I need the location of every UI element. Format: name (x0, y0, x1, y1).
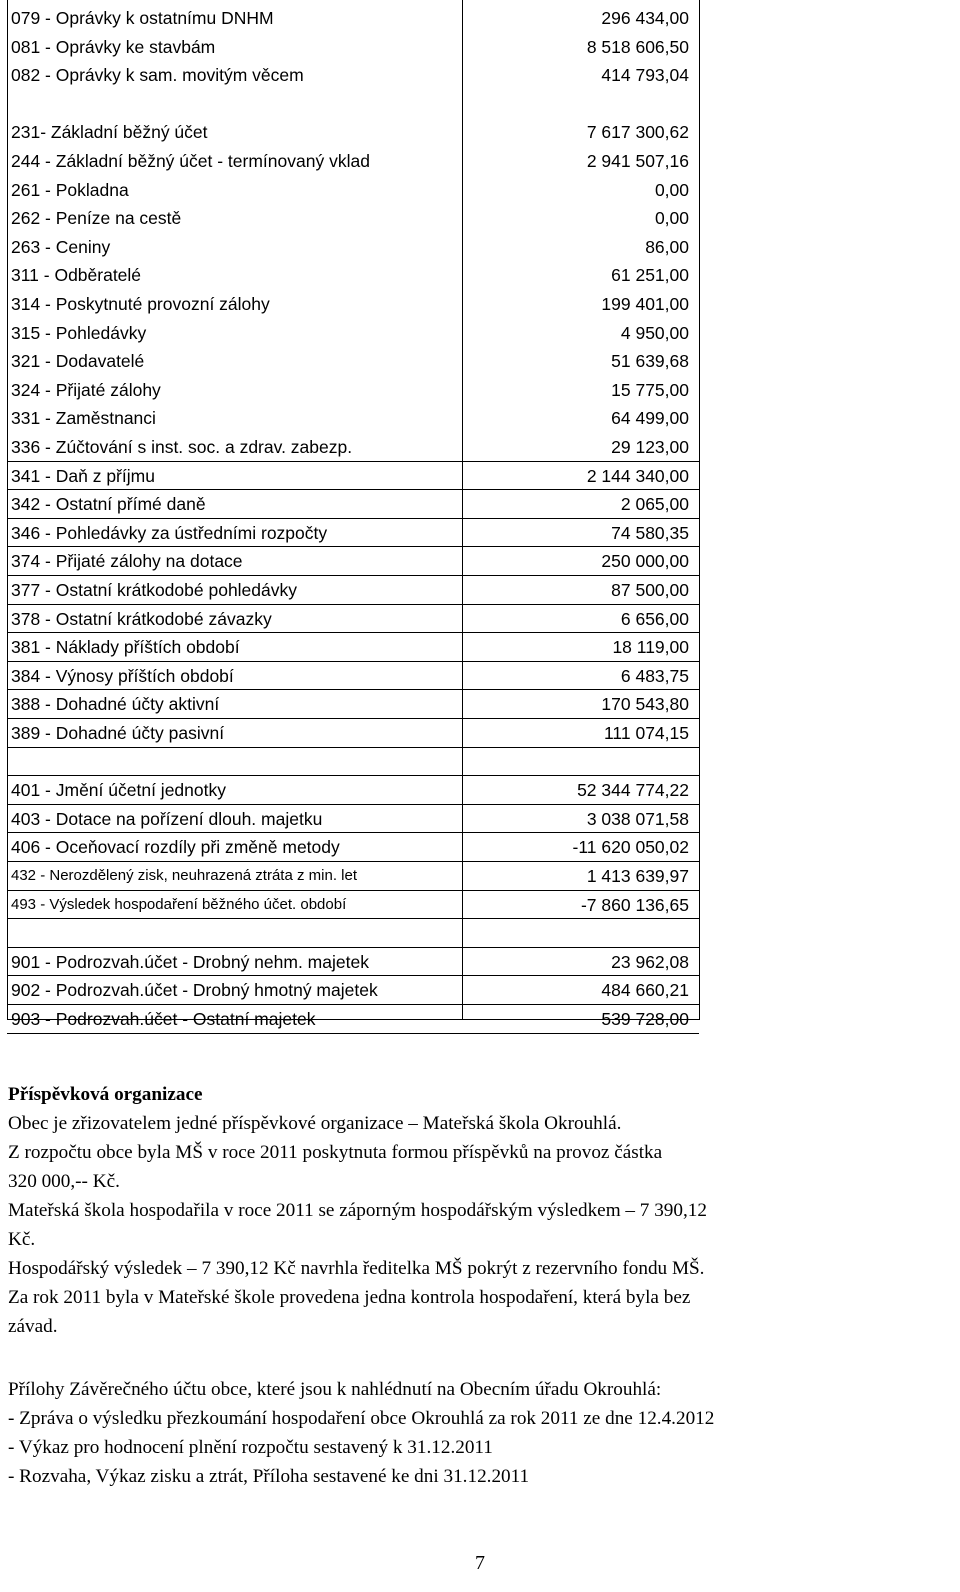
account-amount: 8 518 606,50 (586, 36, 689, 57)
organization-section (8, 1080, 954, 1341)
account-amount: 7 617 300,62 (586, 122, 689, 143)
account-amount: 29 123,00 (611, 437, 689, 457)
account-amount: 61 251,00 (611, 265, 689, 286)
table-row (7, 719, 699, 748)
table-row (7, 462, 699, 491)
account-label: 432 - Nerozdělený zisk, neuhrazená ztráta z min. let (11, 867, 358, 884)
account-amount: 484 660,21 (601, 980, 689, 1001)
account-amount: 199 401,00 (601, 294, 689, 314)
table-row (7, 176, 699, 205)
account-amount: 18 119,00 (612, 637, 689, 658)
section-line: 320 000,-- Kč. (8, 1171, 120, 1192)
account-label: 342 - Ostatní přímé daně (11, 494, 206, 515)
table-row (7, 833, 699, 862)
table-row (7, 776, 699, 805)
account-label: 401 - Jmění účetní jednotky (11, 780, 226, 801)
table-row (7, 662, 699, 691)
account-amount: 6 656,00 (620, 608, 689, 629)
account-label: 262 - Peníze na cestě (11, 208, 182, 229)
account-label: 381 - Náklady příštích období (11, 637, 240, 658)
account-amount: 250 000,00 (601, 551, 689, 572)
account-amount: 86,00 (645, 236, 689, 257)
section-line: Mateřská škola hospodařila v roce 2011 se záporným hospodářským výsledkem – 7 390,12 (8, 1200, 707, 1221)
table-row (7, 862, 699, 891)
page-number: 7 (475, 1552, 485, 1574)
account-label: 082 - Oprávky k sam. movitým věcem (11, 65, 304, 86)
account-label: 493 - Výsledek hospodaření běžného účet. období (11, 895, 347, 913)
account-label: 378 - Ostatní krátkodobé závazky (11, 608, 272, 629)
table-row (7, 233, 699, 262)
table-row (7, 976, 699, 1005)
account-amount: 74 580,35 (611, 522, 689, 543)
account-amount: -11 620 050,02 (572, 837, 689, 858)
account-amount: 2 941 507,16 (586, 151, 689, 171)
row-separator (7, 1033, 699, 1034)
account-label: 081 - Oprávky ke stavbám (11, 36, 216, 57)
attachment-item: - Výkaz pro hodnocení plnění rozpočtu sestavený k 31.12.2011 (8, 1437, 493, 1458)
account-label: 389 - Dohadné účty pasivní (11, 723, 225, 743)
row-separator (7, 747, 699, 748)
table-row (7, 948, 699, 977)
table-row (7, 433, 699, 462)
account-label: 346 - Pohledávky za ústředními rozpočty (11, 522, 328, 543)
account-amount: 15 775,00 (611, 379, 689, 400)
section-line: Kč. (8, 1229, 36, 1250)
table-row (7, 690, 699, 719)
table-row (7, 576, 699, 605)
table-row (7, 404, 699, 433)
account-amount: 539 728,00 (601, 1009, 689, 1029)
account-label: 331 - Zaměstnanci (11, 408, 156, 429)
table-row (7, 519, 699, 548)
account-amount: 414 793,04 (601, 65, 689, 86)
account-amount: 1 413 639,97 (586, 866, 689, 886)
account-amount: 111 074,15 (604, 723, 689, 743)
table-row (7, 1005, 699, 1034)
account-amount: 87 500,00 (611, 580, 689, 600)
table-row (7, 319, 699, 348)
section-line: Za rok 2011 byla v Mateřské škole provedena jedna kontrola hospodaření, která byla bez (8, 1287, 691, 1308)
table-row (7, 376, 699, 405)
section-line: Hospodářský výsledek – 7 390,12 Kč navrhla ředitelka MŠ pokrýt z rezervního fondu MŠ. (8, 1258, 705, 1279)
section-line: Obec je zřizovatelem jedné příspěvkové organizace – Mateřská škola Okrouhlá. (8, 1113, 622, 1134)
account-amount: 2 065,00 (620, 494, 689, 515)
account-amount: 52 344 774,22 (577, 780, 689, 801)
table-row (7, 290, 699, 319)
account-label: 902 - Podrozvah.účet - Drobný hmotný majetek (11, 980, 378, 1001)
account-amount: 23 962,08 (611, 951, 689, 972)
table-row (7, 891, 699, 920)
section-line: závad. (8, 1316, 58, 1337)
table-row (7, 261, 699, 290)
table-row (7, 61, 699, 90)
account-label: 244 - Základní běžný účet - termínovaný vklad (11, 151, 370, 171)
account-label: 315 - Pohledávky (11, 322, 147, 343)
table-row (7, 805, 699, 834)
account-label: 231- Základní běžný účet (11, 122, 208, 143)
table-row (7, 547, 699, 576)
account-amount: 170 543,80 (601, 694, 689, 715)
account-amount: 4 950,00 (620, 322, 689, 343)
account-label: 374 - Přijaté zálohy na dotace (11, 551, 243, 572)
account-amount: 3 038 071,58 (586, 808, 689, 829)
account-amount: -7 860 136,65 (580, 894, 689, 915)
table-row (7, 4, 699, 33)
account-label: 903 - Podrozvah.účet - Ostatní majetek (11, 1009, 316, 1029)
account-label: 336 - Zúčtování s inst. soc. a zdrav. zabezp. (11, 437, 353, 457)
account-amount: 2 144 340,00 (586, 465, 689, 486)
attachment-item: - Rozvaha, Výkaz zisku a ztrát, Příloha sestavené ke dni 31.12.2011 (8, 1466, 530, 1487)
account-label: 377 - Ostatní krátkodobé pohledávky (11, 580, 298, 600)
account-label: 406 - Oceňovací rozdíly při změně metody (11, 837, 340, 858)
table-row (7, 204, 699, 233)
table-row (7, 147, 699, 176)
account-label: 263 - Ceniny (11, 236, 111, 257)
table-row (7, 490, 699, 519)
section-heading: Příspěvková organizace (8, 1084, 203, 1105)
table-row (7, 347, 699, 376)
account-amount: 296 434,00 (601, 8, 689, 28)
table-row (7, 605, 699, 634)
account-label: 388 - Dohadné účty aktivní (11, 694, 220, 715)
account-label: 324 - Přijaté zálohy (11, 379, 161, 400)
attachment-item: - Zpráva o výsledku přezkoumání hospodaření obce Okrouhlá za rok 2011 ze dne 12.4.2012 (8, 1408, 715, 1429)
account-label: 314 - Poskytnuté provozní zálohy (11, 294, 270, 314)
account-amount: 6 483,75 (620, 665, 689, 686)
account-label: 311 - Odběratelé (11, 265, 142, 286)
table-row (7, 33, 699, 62)
account-label: 261 - Pokladna (11, 179, 129, 200)
account-amount: 64 499,00 (611, 408, 689, 429)
row-separator (7, 918, 699, 919)
attachments-section (8, 1375, 954, 1491)
account-amount: 0,00 (654, 208, 689, 229)
attachments-intro: Přílohy Závěrečného účtu obce, které jsou k nahlédnutí na Obecním úřadu Okrouhlá: (8, 1379, 662, 1400)
account-label: 384 - Výnosy příštích období (11, 665, 234, 686)
account-label: 079 - Oprávky k ostatnímu DNHM (11, 8, 274, 28)
account-amount: 0,00 (654, 179, 689, 200)
table-right-border (699, 0, 700, 1020)
table-row (7, 633, 699, 662)
account-label: 901 - Podrozvah.účet - Drobný nehm. majetek (11, 951, 369, 972)
section-line: Z rozpočtu obce byla MŠ v roce 2011 poskytnuta formou příspěvků na provoz částka (8, 1142, 663, 1163)
account-label: 321 - Dodavatelé (11, 351, 145, 372)
account-label: 341 - Daň z příjmu (11, 465, 155, 486)
account-amount: 51 639,68 (611, 351, 689, 372)
table-row (7, 118, 699, 147)
account-label: 403 - Dotace na pořízení dlouh. majetku (11, 808, 323, 829)
